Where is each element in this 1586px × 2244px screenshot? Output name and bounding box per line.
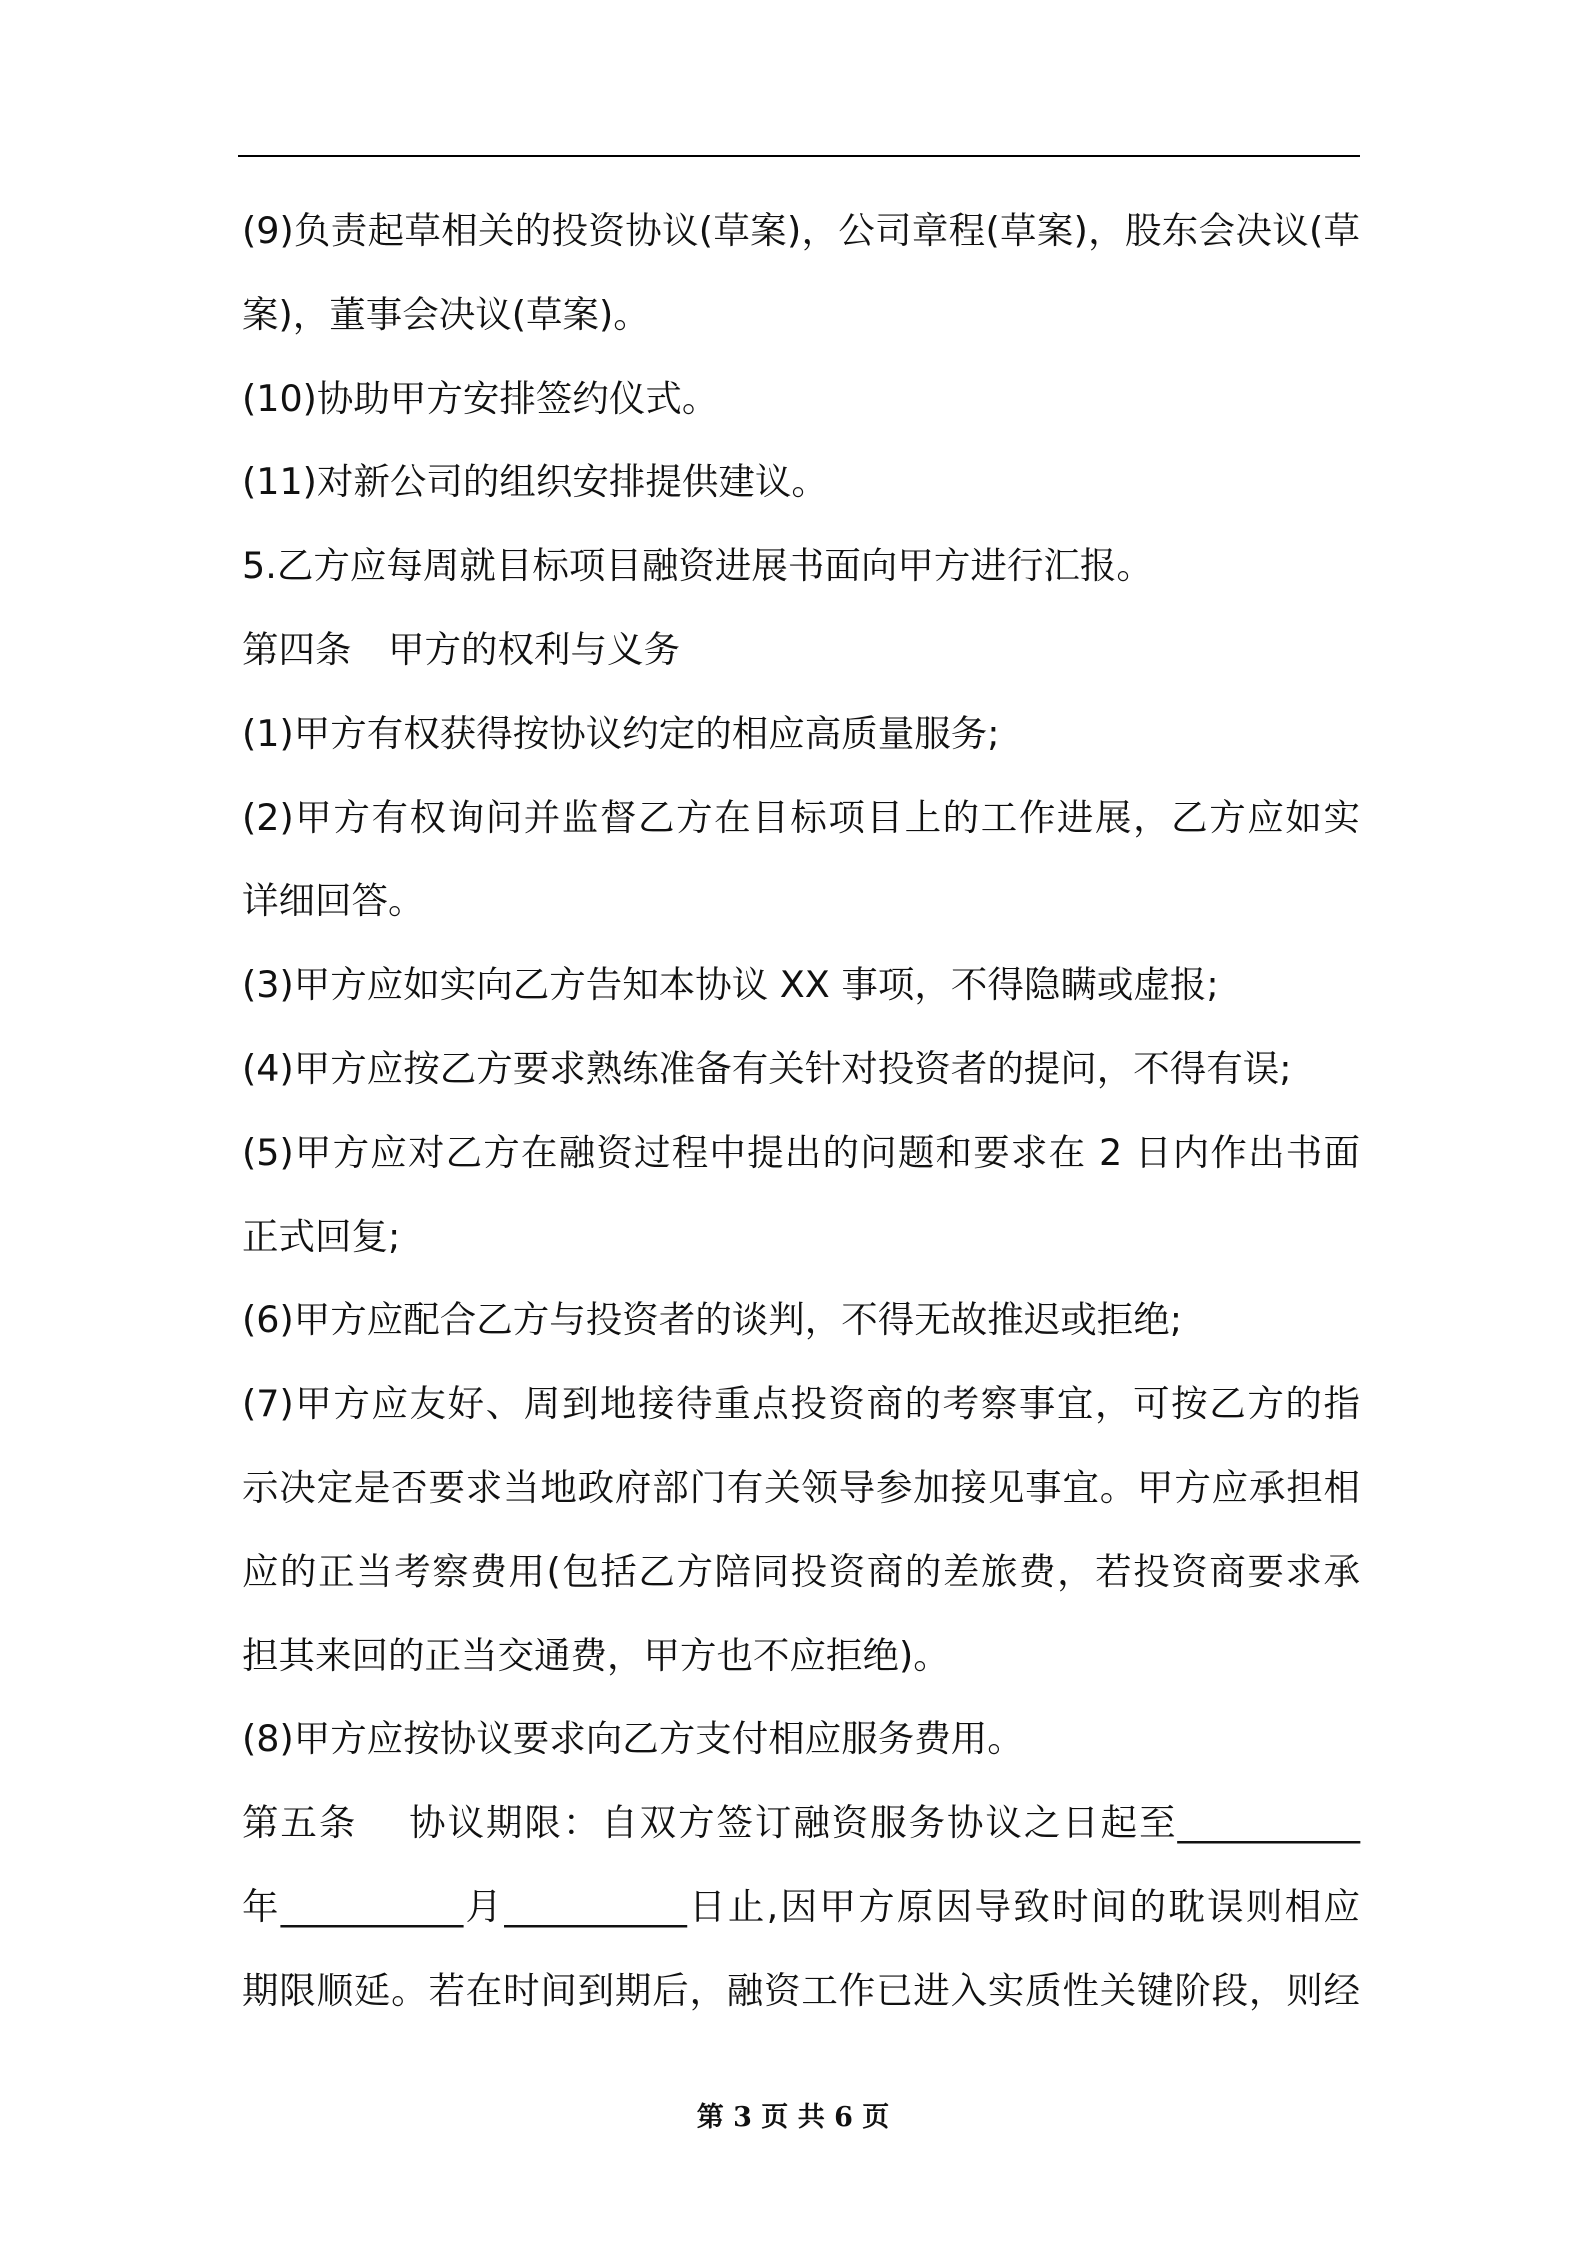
text-line: 正式回复; <box>242 1214 401 1258</box>
text-line: 担其来回的正当交通费，甲方也不应拒绝)。 <box>242 1633 950 1677</box>
text-line: 期限顺延。若在时间到期后，融资工作已进入实质性关键阶段，则经 <box>242 1968 1360 2012</box>
clause-paragraph <box>242 357 1360 441</box>
text-line: (3)甲方应如实向乙方告知本协议 XX 事项，不得隐瞒或虚报; <box>242 963 1219 1007</box>
text-line: (6)甲方应配合乙方与投资者的谈判，不得无故推迟或拒绝; <box>242 1298 1182 1342</box>
document-body <box>242 189 1360 2033</box>
text-line: (5)甲方应对乙方在融资过程中提出的问题和要求在 2 日内作出书面 <box>242 1130 1360 1174</box>
text-line: (2)甲方有权询问并监督乙方在目标项目上的工作进展，乙方应如实 <box>242 795 1360 839</box>
text-line: 第四条 甲方的权利与义务 <box>242 627 680 671</box>
text-line: 第五条 协议期限：自双方签订融资服务协议之日起至__________ <box>242 1801 1360 1845</box>
clause-paragraph <box>242 440 1360 524</box>
text-line: (9)负责起草相关的投资协议(草案)，公司章程(草案)，股东会决议(草 <box>242 209 1360 252</box>
header-rule <box>238 155 1360 157</box>
text-line: 详细回答。 <box>242 879 425 923</box>
section-heading <box>242 608 1360 692</box>
text-line: (8)甲方应按协议要求向乙方支付相应服务费用。 <box>242 1717 1024 1761</box>
clause-paragraph <box>242 1697 1360 1781</box>
text-line: 应的正当考察费用(包括乙方陪同投资商的差旅费，若投资商要求承 <box>242 1549 1360 1593</box>
clause-paragraph <box>242 524 1360 608</box>
text-line: (7)甲方应友好、周到地接待重点投资商的考察事宜，可按乙方的指 <box>242 1382 1360 1426</box>
text-line: (10)协助甲方安排签约仪式。 <box>242 376 719 420</box>
text-line: (11)对新公司的组织安排提供建议。 <box>242 460 828 504</box>
text-line: 5.乙方应每周就目标项目融资进展书面向甲方进行汇报。 <box>242 544 1153 588</box>
clause-paragraph <box>242 1027 1360 1111</box>
clause-paragraph <box>242 943 1360 1027</box>
clause-paragraph <box>242 1111 1360 1279</box>
text-line: (1)甲方有权获得按协议约定的相应高质量服务; <box>242 711 1000 755</box>
clause-paragraph <box>242 692 1360 776</box>
clause-paragraph <box>242 1781 1360 2032</box>
text-line: 案)，董事会决议(草案)。 <box>242 292 650 336</box>
clause-paragraph <box>242 1278 1360 1362</box>
text-line: (4)甲方应按乙方要求熟练准备有关针对投资者的提问，不得有误; <box>242 1046 1292 1090</box>
clause-paragraph <box>242 1362 1360 1697</box>
clause-paragraph <box>242 776 1360 944</box>
text-line: 年__________月__________日止,因甲方原因导致时间的耽误则相应 <box>242 1884 1360 1928</box>
page-number-footer: 第 3 页 共 6 页 <box>696 2102 890 2133</box>
clause-paragraph <box>242 189 1360 357</box>
text-line: 示决定是否要求当地政府部门有关领导参加接见事宜。甲方应承担相 <box>242 1465 1360 1509</box>
